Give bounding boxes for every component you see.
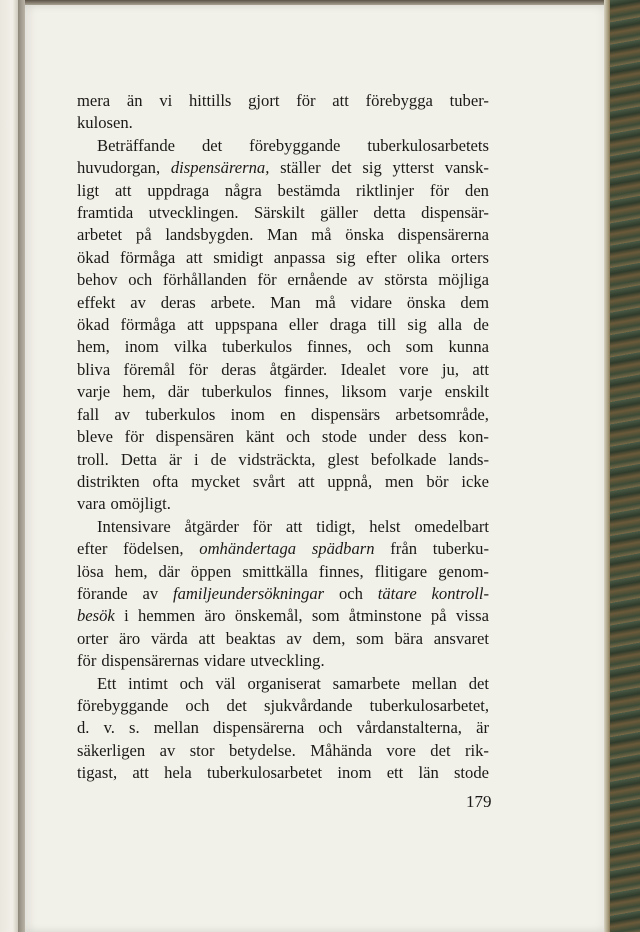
text-line: huvudorgan, dispensärerna, ställer det sig ytterst vansk- <box>77 158 489 178</box>
text-line: lösa hem, där öppen smittkälla finnes, flitigare genom- <box>77 561 489 581</box>
text-line: för dispensärernas vidare utveckling. <box>77 651 325 671</box>
text-line: varje hem, där tuberkulos finnes, liksom varje enskilt <box>77 382 489 402</box>
text-line: framtida utvecklingen. Särskilt gäller detta dispensär- <box>77 203 489 223</box>
text-line: besök i hemmen äro önskemål, som åtminstone på vissa <box>77 606 489 626</box>
text-line: säkerligen av stor betydelse. Måhända vore det rik- <box>77 740 489 760</box>
page-number: 179 <box>466 792 492 811</box>
text-line: d. v. s. mellan dispensärerna och vårdanstalterna, är <box>77 718 489 738</box>
text-line: förebyggande och det sjukvårdande tuberkulosarbetet, <box>77 695 489 715</box>
text-line: ökad förmåga att uppspana eller draga till sig alla de <box>77 315 489 335</box>
text-line: hem, inom vilka tuberkulos finnes, och som kunna <box>77 337 489 357</box>
text-line: distrikten ofta mycket svårt att uppnå, men bör icke <box>77 471 489 491</box>
text-line: behov och förhållanden för ernående av största möjliga <box>77 270 489 290</box>
previous-page-edge <box>0 0 18 932</box>
text-line: mera än vi hittills gjort för att förebygga tuber- <box>77 91 489 110</box>
book-gutter <box>18 0 25 932</box>
text-line: fall av tuberkulos inom en dispensärs arbetsområde, <box>77 404 489 424</box>
paragraph-start: Ett intimt och väl organiserat samarbete mellan det <box>97 673 489 693</box>
page-text <box>77 90 489 785</box>
text-line: kulosen. <box>77 113 133 133</box>
text-line: vara omöjligt. <box>77 494 171 514</box>
text-line: arbetet på landsbygden. Man må önska dispensärerna <box>77 225 489 245</box>
text-line: förande av familjeundersökningar och tätare kontroll- <box>77 583 489 603</box>
text-line: bleve för dispensären känt och stode under dess kon- <box>77 427 489 447</box>
text-line: efter födelsen, omhändertaga spädbarn från tuberku- <box>77 539 489 559</box>
text-line: tigast, att hela tuberkulosarbetet inom ett län stode <box>77 763 489 783</box>
text-line: troll. Detta är i de vidsträckta, glest befolkade lands- <box>77 449 489 469</box>
text-line: bliva föremål för deras åtgärder. Idealet vore ju, att <box>77 359 489 379</box>
text-line: ligt att uppdraga några bestämda riktlinjer för den <box>77 180 489 200</box>
text-line: ökad förmåga att smidigt anpassa sig efter olika orters <box>77 247 489 267</box>
paragraph-start: Intensivare åtgärder för att tidigt, helst omedelbart <box>97 516 489 536</box>
text-line: orter äro värda att beaktas av dem, som bära ansvaret <box>77 628 489 648</box>
marbled-cover <box>610 0 640 932</box>
paragraph-start: Beträffande det förebyggande tuberkulosarbetets <box>97 135 489 155</box>
text-line: effekt av deras arbete. Man må vidare önska dem <box>77 292 489 312</box>
